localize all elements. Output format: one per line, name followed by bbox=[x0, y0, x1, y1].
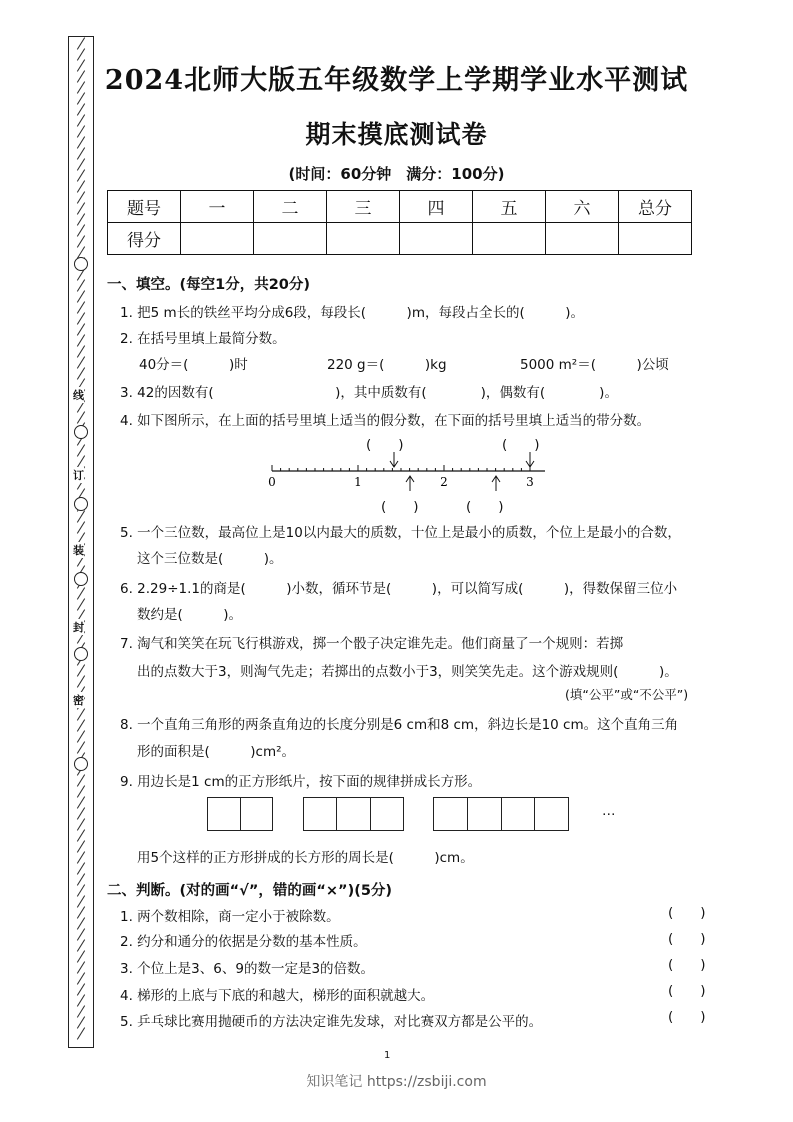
binding-hole-icon bbox=[74, 497, 88, 511]
binding-hole-icon bbox=[74, 647, 88, 661]
score-input-cell[interactable] bbox=[546, 223, 619, 255]
rectangle-2-squares bbox=[207, 797, 273, 831]
binding-label: 装 bbox=[73, 544, 84, 557]
ellipsis: … bbox=[602, 803, 616, 819]
number-line-ticks bbox=[272, 465, 530, 471]
question-7-hint: (填“公平”或“不公平”) bbox=[565, 687, 689, 702]
judge-answer-paren[interactable]: ( ) bbox=[668, 983, 706, 999]
binding-label: 封 bbox=[73, 621, 84, 634]
tick-label-2: 2 bbox=[440, 475, 448, 489]
binding-hole-icon bbox=[74, 572, 88, 586]
judge-answer-paren[interactable]: ( ) bbox=[668, 905, 706, 921]
rectangle-3-squares bbox=[303, 797, 404, 831]
score-header-cell: 六 bbox=[546, 191, 619, 223]
judge-item-4: 4. 梯形的上底与下底的和越大，梯形的面积就越大。 bbox=[120, 988, 435, 1004]
score-table-score-row bbox=[108, 223, 692, 255]
question-4: 4. 如下图所示，在上面的括号里填上适当的假分数，在下面的括号里填上适当的带分数。 bbox=[120, 413, 651, 429]
score-header-cell: 二 bbox=[254, 191, 327, 223]
judge-item-1: 1. 两个数相除，商一定小于被除数。 bbox=[120, 909, 340, 925]
question-9: 9. 用边长是1 cm的正方形纸片，按下面的规律拼成长方形。 bbox=[120, 774, 482, 790]
binding-strip bbox=[68, 36, 94, 1048]
answer-paren-lower[interactable]: ( ) bbox=[381, 499, 419, 515]
judge-answer-paren[interactable]: ( ) bbox=[668, 931, 706, 947]
score-row-label: 得分 bbox=[108, 223, 181, 255]
section2-heading: 二、判断。(对的画“√”，错的画“×”)(5分) bbox=[107, 883, 393, 899]
judge-item-5: 5. 乒乓球比赛用抛硬币的方法决定谁先发球，对比赛双方都是公平的。 bbox=[120, 1014, 543, 1030]
score-input-cell[interactable] bbox=[254, 223, 327, 255]
question-7: 7. 淘气和笑笑在玩飞行棋游戏，掷一个骰子决定谁先走。他们商量了一个规则：若掷 bbox=[120, 636, 624, 652]
tick-label-1: 1 bbox=[354, 475, 362, 489]
judge-item-2: 2. 约分和通分的依据是分数的基本性质。 bbox=[120, 934, 367, 950]
score-input-cell[interactable] bbox=[327, 223, 400, 255]
score-input-cell[interactable] bbox=[400, 223, 473, 255]
tick-label-0: 0 bbox=[268, 475, 276, 489]
binding-hole-icon bbox=[74, 257, 88, 271]
exam-info: (时间：60分钟 满分：100分) bbox=[288, 165, 505, 183]
exam-title: 2024北师大版五年级数学上学期学业水平测试 bbox=[104, 65, 689, 96]
question-8-continued: 形的面积是( )cm²。 bbox=[137, 744, 296, 760]
question-2c: 5000 m²＝( )公顷 bbox=[520, 357, 669, 373]
score-header-cell: 一 bbox=[181, 191, 254, 223]
answer-paren-lower[interactable]: ( ) bbox=[466, 499, 504, 515]
question-5: 5. 一个三位数，最高位上是10以内最大的质数，十位上是最小的质数，个位上是最小的合数， bbox=[120, 525, 681, 541]
question-2a: 40分＝( )时 bbox=[139, 357, 248, 373]
answer-paren-upper[interactable]: ( ) bbox=[502, 437, 540, 453]
binding-label: 密 bbox=[73, 694, 84, 707]
tick-label-3: 3 bbox=[526, 475, 534, 489]
score-header-cell: 题号 bbox=[108, 191, 181, 223]
question-6: 6. 2.29÷1.1的商是( )小数，循环节是( )，可以简写成( )，得数保留三位小 bbox=[120, 581, 678, 597]
score-header-cell: 总分 bbox=[619, 191, 692, 223]
question-2: 2. 在括号里填上最简分数。 bbox=[120, 331, 286, 347]
score-input-cell[interactable] bbox=[619, 223, 692, 255]
binding-hole-icon bbox=[74, 757, 88, 771]
score-input-cell[interactable] bbox=[473, 223, 546, 255]
page-mark: 1 bbox=[384, 1050, 391, 1061]
score-header-cell: 五 bbox=[473, 191, 546, 223]
judge-answer-paren[interactable]: ( ) bbox=[668, 957, 706, 973]
section1-heading: 一、填空。(每空1分，共20分) bbox=[107, 277, 311, 293]
judge-item-3: 3. 个位上是3、6、9的数一定是3的倍数。 bbox=[120, 961, 375, 977]
score-header-cell: 三 bbox=[327, 191, 400, 223]
rectangle-4-squares bbox=[433, 797, 569, 831]
question-9-continued: 用5个这样的正方形拼成的长方形的周长是( )cm。 bbox=[137, 850, 474, 866]
binding-label: 订 bbox=[73, 469, 84, 482]
score-table bbox=[107, 190, 692, 255]
score-input-cell[interactable] bbox=[181, 223, 254, 255]
answer-paren-upper[interactable]: ( ) bbox=[366, 437, 404, 453]
question-7-continued: 出的点数大于3，则淘气先走；若掷出的点数小于3，则笑笑先走。这个游戏规则( )。 bbox=[137, 664, 678, 680]
question-2b: 220 g＝( )kg bbox=[327, 357, 447, 373]
score-header-cell: 四 bbox=[400, 191, 473, 223]
exam-subtitle: 期末摸底测试卷 bbox=[305, 120, 488, 149]
binding-hatch bbox=[77, 1027, 85, 1039]
question-3: 3. 42的因数有( )，其中质数有( )，偶数有( )。 bbox=[120, 385, 618, 401]
judge-answer-paren[interactable]: ( ) bbox=[668, 1009, 706, 1025]
question-1: 1. 把5 m长的铁丝平均分成6段，每段长( )m，每段占全长的( )。 bbox=[120, 305, 585, 321]
question-6-continued: 数约是( )。 bbox=[137, 607, 243, 623]
binding-hole-icon bbox=[74, 425, 88, 439]
score-table-header-row bbox=[108, 191, 692, 223]
watermark-footer: 知识笔记 https://zsbiji.com bbox=[306, 1074, 487, 1090]
question-8: 8. 一个直角三角形的两条直角边的长度分别是6 cm和8 cm，斜边长是10 cm。这个直角三角 bbox=[120, 717, 679, 733]
binding-label: 线 bbox=[73, 389, 84, 402]
question-5-continued: 这个三位数是( )。 bbox=[137, 551, 283, 567]
